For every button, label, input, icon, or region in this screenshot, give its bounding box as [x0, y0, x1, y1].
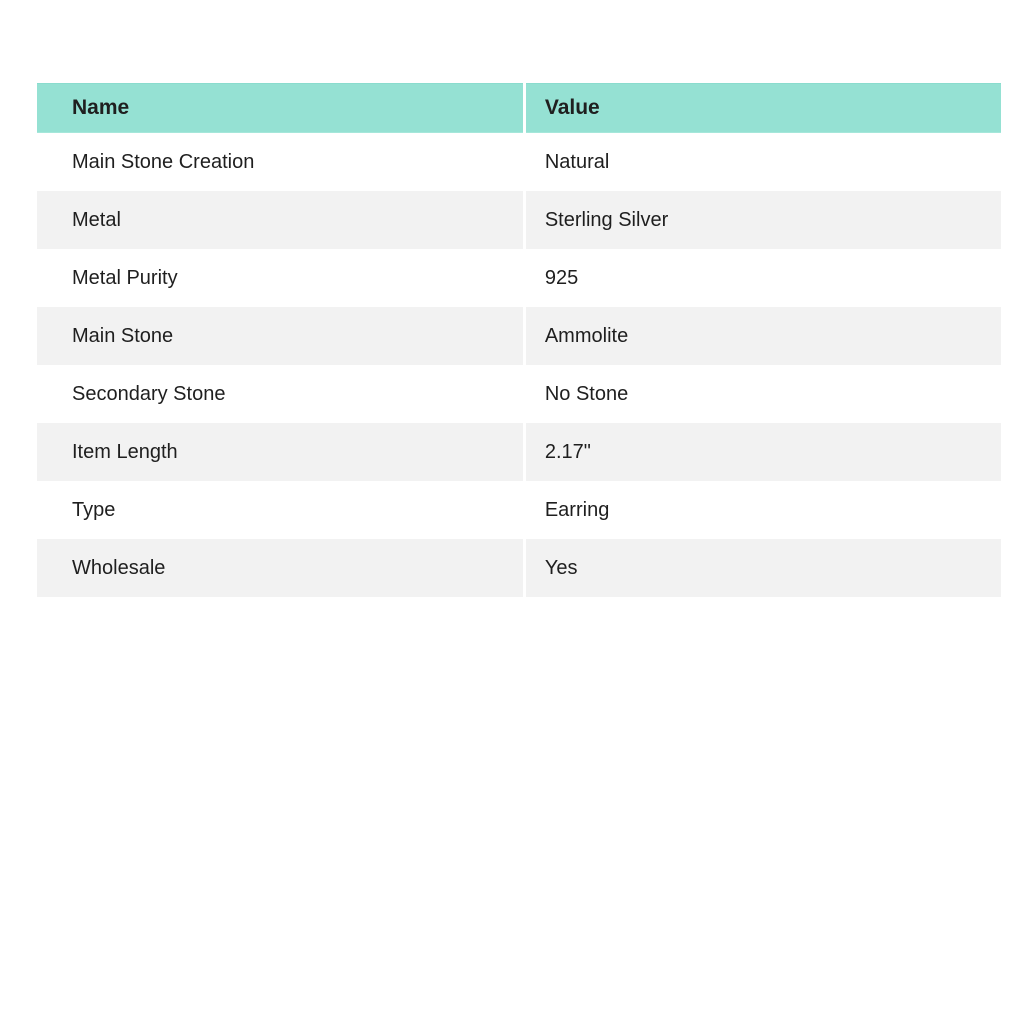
attribute-value-cell: Ammolite [526, 307, 1001, 365]
attribute-name-cell: Metal [37, 191, 523, 249]
attribute-value-cell: Natural [526, 133, 1001, 191]
attribute-name-cell: Item Length [37, 423, 523, 481]
table-row [37, 481, 1001, 539]
attribute-value-cell: No Stone [526, 365, 1001, 423]
attribute-value-cell: 2.17" [526, 423, 1001, 481]
table-header-name: Name [37, 83, 523, 133]
attribute-value-cell: Yes [526, 539, 1001, 597]
table-row [37, 307, 1001, 365]
table-row [37, 365, 1001, 423]
table-row [37, 249, 1001, 307]
attribute-name-cell: Wholesale [37, 539, 523, 597]
table-row [37, 423, 1001, 481]
attribute-value-cell: 925 [526, 249, 1001, 307]
attribute-name-cell: Type [37, 481, 523, 539]
table-row [37, 191, 1001, 249]
attribute-name-cell: Main Stone [37, 307, 523, 365]
table-header-row [37, 83, 1001, 133]
attribute-name-cell: Metal Purity [37, 249, 523, 307]
table-row [37, 133, 1001, 191]
attribute-name-cell: Main Stone Creation [37, 133, 523, 191]
attributes-table [37, 83, 1001, 597]
table-row [37, 539, 1001, 597]
table-header-value: Value [526, 83, 1001, 133]
attribute-value-cell: Sterling Silver [526, 191, 1001, 249]
attribute-name-cell: Secondary Stone [37, 365, 523, 423]
attribute-value-cell: Earring [526, 481, 1001, 539]
